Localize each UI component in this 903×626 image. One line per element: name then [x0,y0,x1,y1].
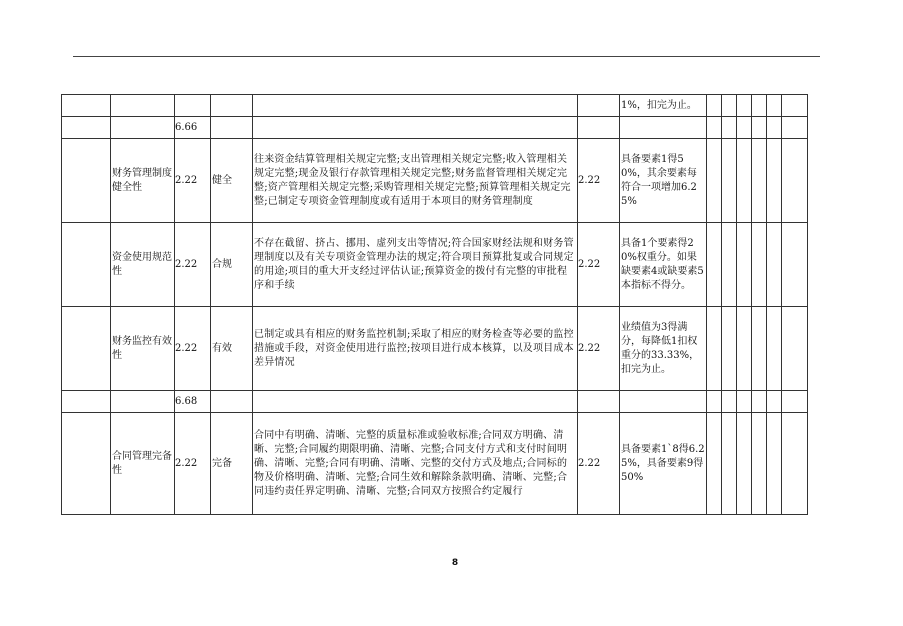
table-cell [782,117,808,139]
table-cell [175,95,211,117]
subtotal-row [62,391,808,413]
table-cell [767,95,782,117]
indicator-keyword: 完备 [211,413,253,515]
table-cell [111,95,175,117]
evaluation-table [61,94,808,515]
indicator-weight: 2.22 [175,223,211,307]
table-cell [752,117,767,139]
table-cell [62,307,111,391]
table-cell [722,391,737,413]
table-cell [62,139,111,223]
table-cell [111,117,175,139]
table-cell [752,95,767,117]
table-cell [767,117,782,139]
indicator-name: 合同管理完备性 [111,413,175,515]
table-cell [767,139,782,223]
table-row [62,307,808,391]
rule-cell: 1%，扣完为止。 [620,95,707,117]
subtotal-score: 6.68 [175,391,211,413]
table-cell [253,391,578,413]
table-cell [62,117,111,139]
table-cell [722,307,737,391]
table-cell [62,223,111,307]
table-cell [737,117,752,139]
table-cell [752,139,767,223]
table-cell [782,95,808,117]
table-cell [211,117,253,139]
indicator-description: 合同中有明确、清晰、完整的质量标准或验收标准;合同双方明确、清晰、完整;合同履约期限明确、清晰、完整;合同支付方式和支付时间明确、清晰、完整;合同有明确、清晰、完整的交付方式及地点;合同标的物及价格明确、清晰、完整;合同生效和解除条款明确、清晰、完整;合同违约责任界定明确、清晰、完整;合同双方按照合约定履行 [253,413,578,515]
header-rule [73,56,820,57]
table-cell [782,413,808,515]
indicator-name: 财务管理制度健全性 [111,139,175,223]
table-cell [722,139,737,223]
table-cell [767,223,782,307]
table-cell [578,391,620,413]
table-cell [752,413,767,515]
table-cell [707,223,722,307]
table-cell [253,117,578,139]
indicator-score: 2.22 [578,413,620,515]
scoring-rule: 具备要素1`8得6.25%，具备要素9得50% [620,413,707,515]
indicator-description: 已制定或具有相应的财务监控机制;采取了相应的财务检查等必要的监控措施或手段，对资金使用进行监控;按项目进行成本核算，以及项目成本差异情况 [253,307,578,391]
table-cell [737,391,752,413]
table-cell [62,391,111,413]
table-row [62,139,808,223]
indicator-name: 资金使用规范性 [111,223,175,307]
table-cell [620,117,707,139]
page-number: 8 [451,558,459,568]
indicator-keyword: 有效 [211,307,253,391]
table-cell [737,95,752,117]
table-cell [707,95,722,117]
indicator-keyword: 健全 [211,139,253,223]
table-cell [62,95,111,117]
indicator-keyword: 合规 [211,223,253,307]
table-cell [707,307,722,391]
table-cell [737,139,752,223]
indicator-weight: 2.22 [175,307,211,391]
table-cell [578,95,620,117]
table-cell [767,413,782,515]
subtotal-score: 6.66 [175,117,211,139]
table-cell [707,117,722,139]
indicator-description: 往来资金结算管理相关规定完整;支出管理相关规定完整;收入管理相关规定完整;现金及银行存款管理相关规定完整;财务监督管理相关规定完整;资产管理相关规定完整;采购管理相关规定完整;预算管理相关规定完整;已制定专项资金管理制度或有适用于本项目的财务管理制度 [253,139,578,223]
indicator-score: 2.22 [578,223,620,307]
table-cell [578,117,620,139]
table-cell [62,413,111,515]
table-cell [707,413,722,515]
table-cell [111,391,175,413]
table-cell [752,223,767,307]
table-cell [253,95,578,117]
table-row [62,413,808,515]
table-cell [737,223,752,307]
table-cell [737,413,752,515]
table-cell [782,223,808,307]
indicator-name: 财务监控有效性 [111,307,175,391]
table-row [62,223,808,307]
table-cell [752,391,767,413]
table-cell [211,95,253,117]
table-cell [707,391,722,413]
table-cell [620,391,707,413]
table-cell [767,391,782,413]
indicator-description: 不存在截留、挤占、挪用、虚列支出等情况;符合国家财经法规和财务管理制度以及有关专项资金管理办法的规定;符合项目预算批复或合同规定的用途;项目的重大开支经过评估认证;预算资金的拨付有完整的审批程序和手续 [253,223,578,307]
table-cell [707,139,722,223]
indicator-weight: 2.22 [175,139,211,223]
indicator-weight: 2.22 [175,413,211,515]
table-cell [211,391,253,413]
table-cell [782,139,808,223]
table-cell [722,223,737,307]
indicator-score: 2.22 [578,139,620,223]
table-cell [737,307,752,391]
scoring-rule: 具备要素1得50%，其余要素每符合一项增加6.25% [620,139,707,223]
table-cell [767,307,782,391]
table-cell [722,117,737,139]
table-cell [722,95,737,117]
scoring-rule: 具备1个要素得20%权重分。如果缺要素4或缺要素5本指标不得分。 [620,223,707,307]
table-cell [752,307,767,391]
table-row [62,95,808,117]
table-cell [782,391,808,413]
scoring-rule: 业绩值为3得满分，每降低1扣权重分的33.33%，扣完为止。 [620,307,707,391]
table-cell [722,413,737,515]
indicator-score: 2.22 [578,307,620,391]
subtotal-row [62,117,808,139]
table-cell [782,307,808,391]
